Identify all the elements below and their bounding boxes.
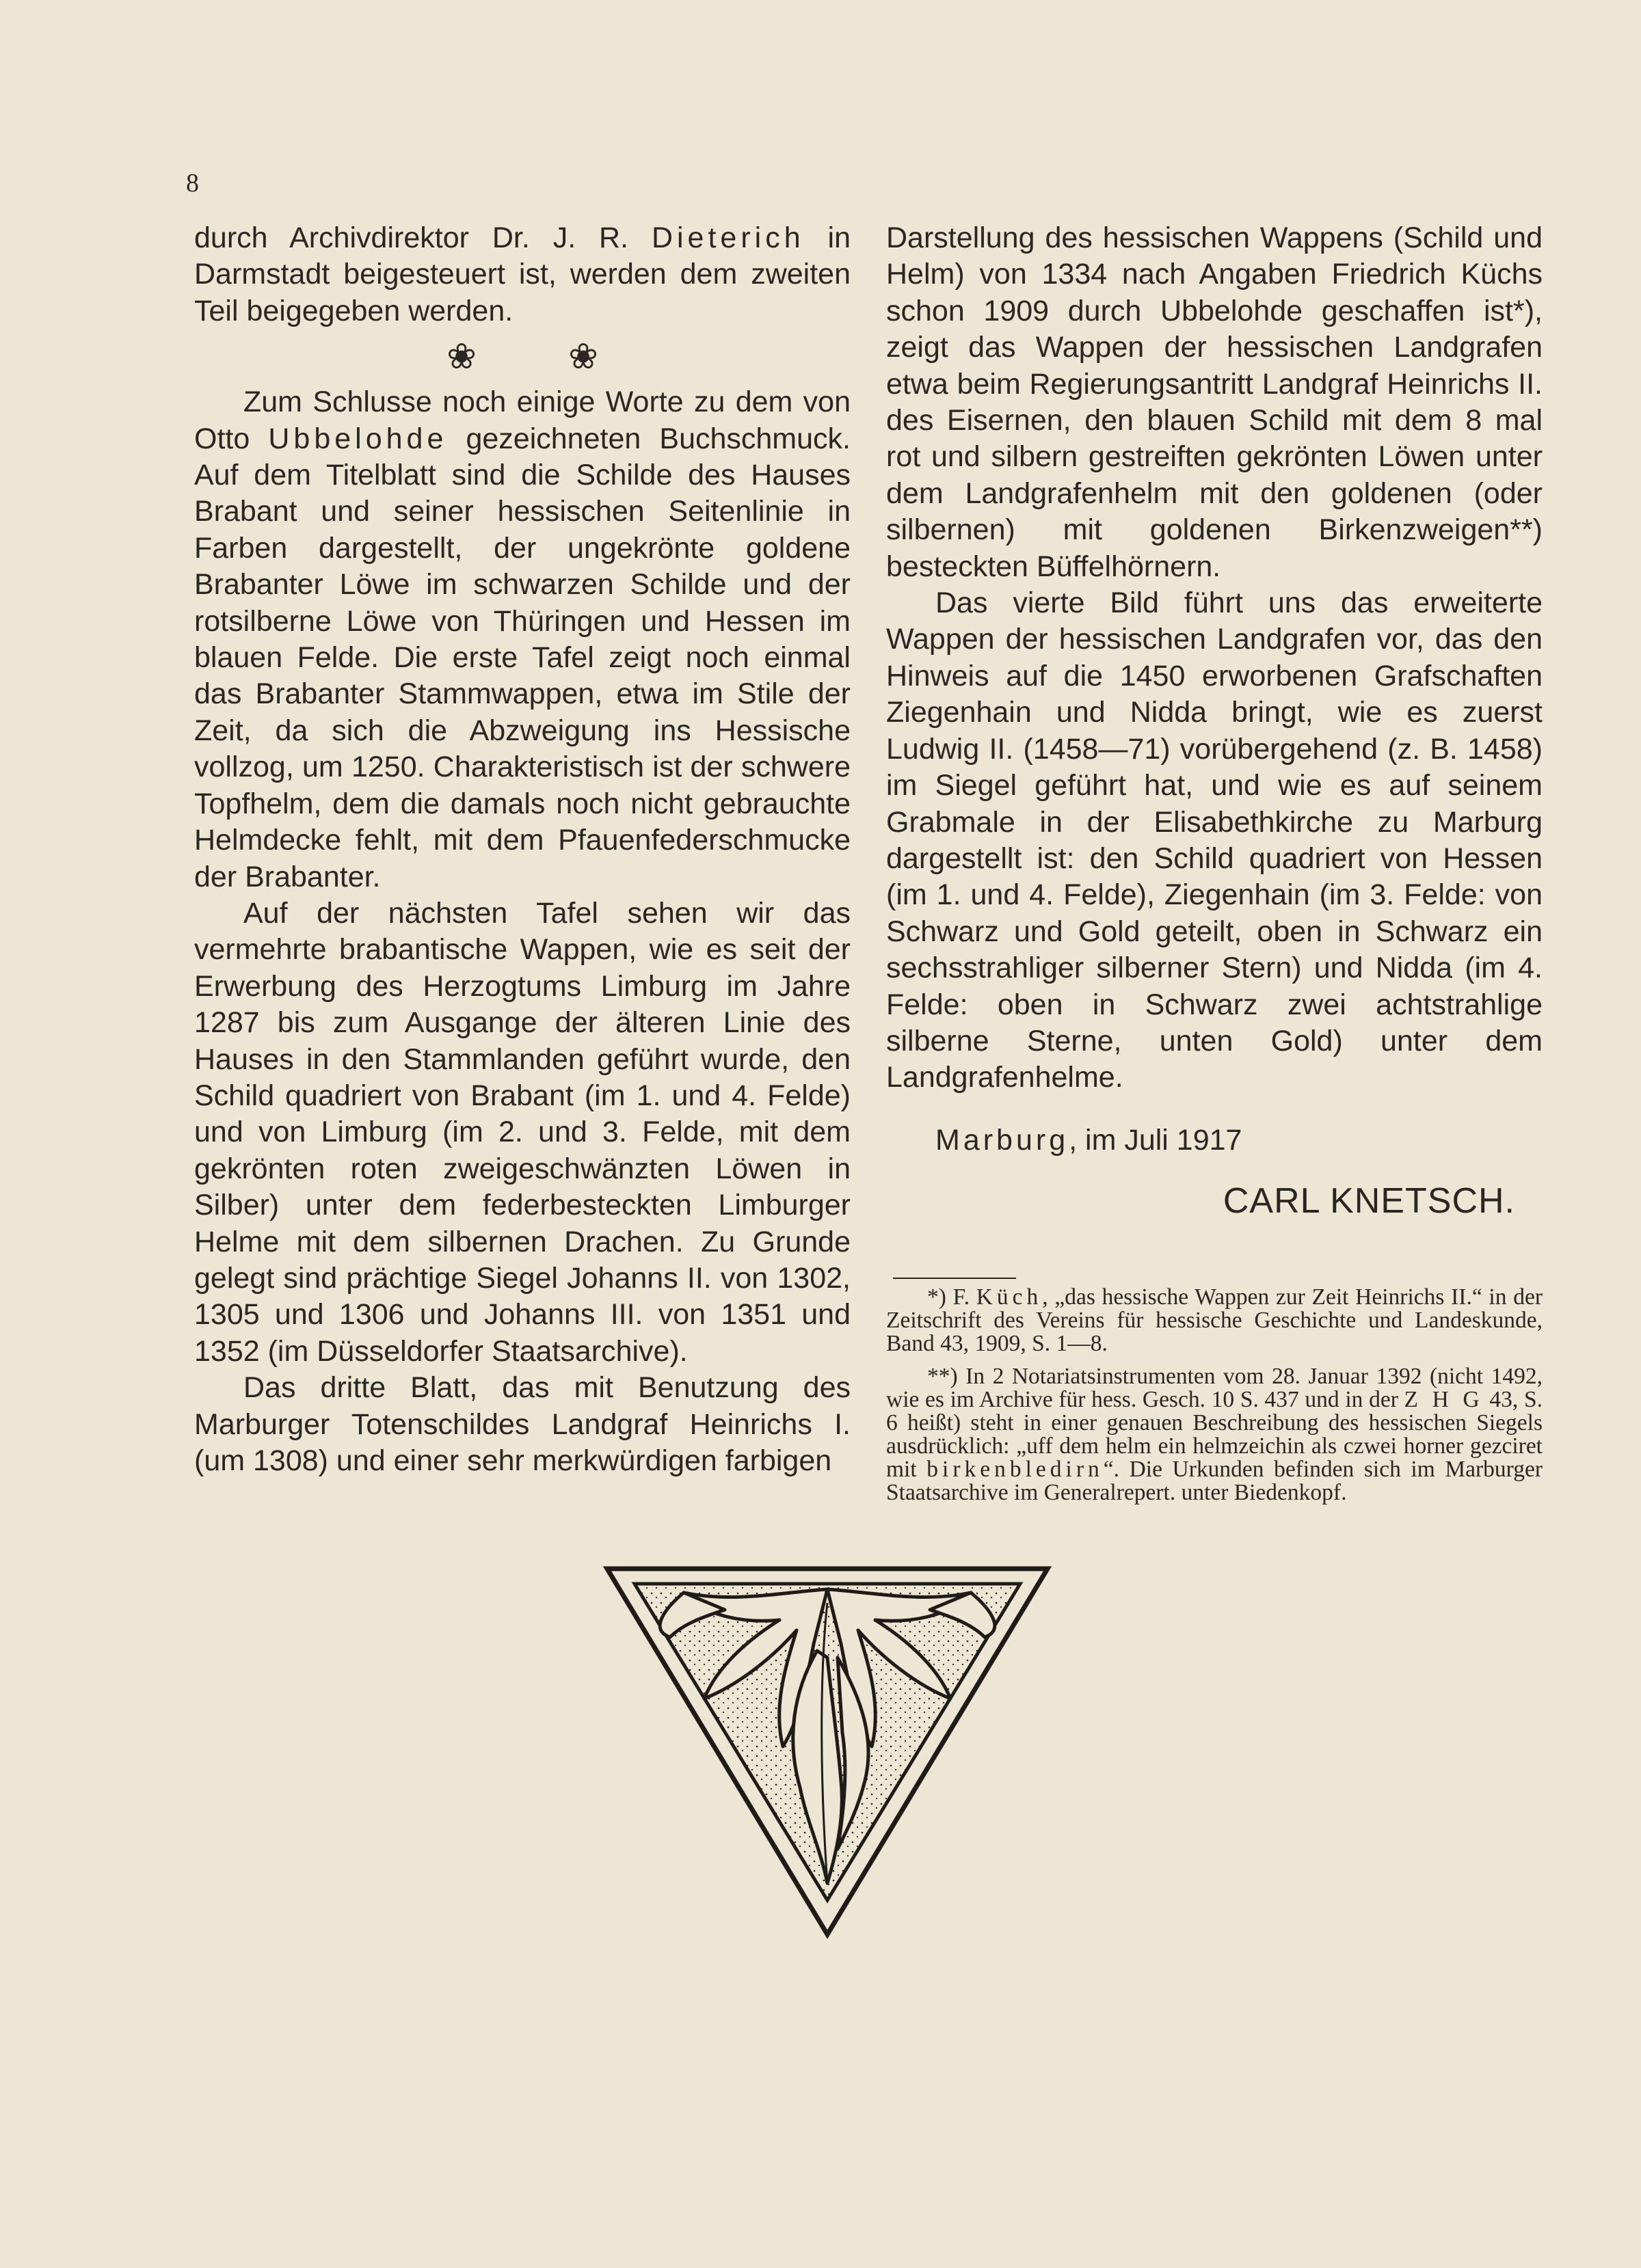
left-column	[194, 220, 851, 1479]
text-run: , „das hessische Wappen zur Zeit Heinrichs II.“ in der Zeitschrift des Vereins für hessische Geschichte und Landeskunde, Band 43, 1909, S. 1—8.	[886, 1284, 1543, 1356]
spaced-abbrev-zhg: Z H G	[1404, 1386, 1484, 1412]
text-run: *) F.	[927, 1284, 976, 1310]
spaced-name-ubbelohde: Ubbelohde	[268, 422, 448, 455]
spaced-word-birkenbledirn: birkenbledirn	[926, 1456, 1104, 1482]
page-number: 8	[186, 169, 199, 198]
text-run: gezeichneten Buchschmuck. Auf dem Titelblatt sind die Schilde des Hauses Brabant und seiner hessischen Seitenlinie in Farben dargestellt, der ungekrönte goldene Brabanter Löwe im schwarzen Schilde und der rotsilberne Löwe von Thüringen und Hessen im blauen Felde. Die erste Tafel zeigt noch einmal das Brabanter Stammwappen, etwa im Stile der Zeit, da sich die Abzweigung ins Hessische vollzog, um 1250. Charakteristisch ist der schwere Topfhelm, dem die damals noch nicht gebrauchte Helmdecke fehlt, mit dem Pfauenfederschmucke der Brabanter.	[194, 422, 851, 893]
right-column	[886, 220, 1543, 1504]
spaced-name-dieterich: Dieterich	[651, 221, 805, 254]
left-paragraph-2	[194, 384, 851, 895]
triangular-leaf-vignette-icon	[602, 1562, 1053, 1945]
spaced-name-kuech: Küch	[976, 1284, 1043, 1310]
text-run: durch Archivdirektor Dr. J. R.	[194, 221, 652, 254]
left-paragraph-4: Das dritte Blatt, das mit Benutzung des Marburger Totenschildes Landgraf Heinrichs I. (um 1308) und einer sehr merkwürdigen farbigen	[194, 1371, 851, 1477]
right-paragraph-2: Das vierte Bild führt uns das erweiterte Wappen der hessischen Landgrafen vor, das den Hinweis auf die 1450 erworbenen Grafschaften Ziegenhain und Nidda bringt, wie es zuerst Ludwig II. (1458—71) vorübergehend (z. B. 1458) im Siegel geführt hat, und wie es auf seinem Grabmale in der Elisabethkirche zu Marburg dargestellt ist: den Schild quadriert von Hessen (im 1. und 4. Felde), Ziegenhain (im 3. Felde: von Schwarz und Gold geteilt, oben in Schwarz ein sechsstrahliger silberner Stern) und Nidda (im 4. Felde: oben in Schwarz zwei achtstrahlige silberne Sterne, unten Gold) unter dem Landgrafenhelme.	[886, 586, 1543, 1094]
right-paragraph-1: Darstellung des hessischen Wappens (Schild und Helm) von 1334 nach Angaben Friedrich Küchs schon 1909 durch Ubbelohde geschaffen ist*), zeigt das Wappen der hessischen Landgrafen etwa beim Regierungsantritt Landgraf Heinrichs II. des Eisernen, den blauen Schild mit dem 8 mal rot und silbern gestreiften gekrönten Löwen unter dem Landgrafenhelm mit den goldenen (oder silbernen) mit goldenen Birkenzweigen**) besteckten Büffelhörnern.	[886, 221, 1543, 583]
text-run: 43, S. 6 heißt) steht in einer genauen Beschreibung des hessischen Siegels ausdrücklich: „uff dem helm ein helmzeichin als czwei horner gezciret mit	[886, 1386, 1543, 1482]
place: Marburg	[935, 1123, 1069, 1157]
left-paragraph-3: Auf der nächsten Tafel sehen wir das vermehrte brabantische Wappen, wie es seit der Erwerbung des Herzogtums Limburg im Jahre 1287 bis zum Ausgange der älteren Linie des Hauses in den Stammlanden geführt wurde, den Schild quadriert von Brabant (im 1. und 4. Felde) und von Limburg (im 2. und 3. Felde, mit dem gekrönten roten zweigeschwänzten Löwen in Silber) unter dem federbesteckten Limburger Helme mit dem silbernen Drachen. Zu Grunde gelegt sind prächtige Siegel Johanns II. von 1302, 1305 und 1306 und Johanns III. von 1351 und 1352 (im Düsseldorfer Staatsarchive).	[194, 896, 851, 1368]
footnote-2	[886, 1365, 1543, 1504]
left-paragraph-1	[194, 220, 851, 329]
footnote-divider	[893, 1278, 1016, 1279]
text-run: in Darmstadt beigesteuert ist, werden dem zweiten Teil beigegeben werden.	[194, 221, 851, 327]
flower-separator-icon: ❀ ❀	[446, 337, 639, 377]
text-run: Zum Schlusse noch einige Worte zu dem von Otto	[194, 386, 851, 455]
text-run: “. Die Urkunden befinden sich im Marburger Staatsarchive im Generalrepert. unter Biedenkopf.	[886, 1456, 1543, 1505]
text-run: **) In 2 Notariatsinstrumenten vom 28. Januar 1392 (nicht 1492, wie es im Archive für hess. Gesch. 10 S. 437 und in der	[886, 1363, 1543, 1412]
place-date	[886, 1122, 1543, 1159]
author-signature: CARL KNETSCH.	[1223, 1181, 1515, 1221]
footnote-1	[886, 1286, 1543, 1355]
date: , im Juli 1917	[1069, 1123, 1242, 1157]
